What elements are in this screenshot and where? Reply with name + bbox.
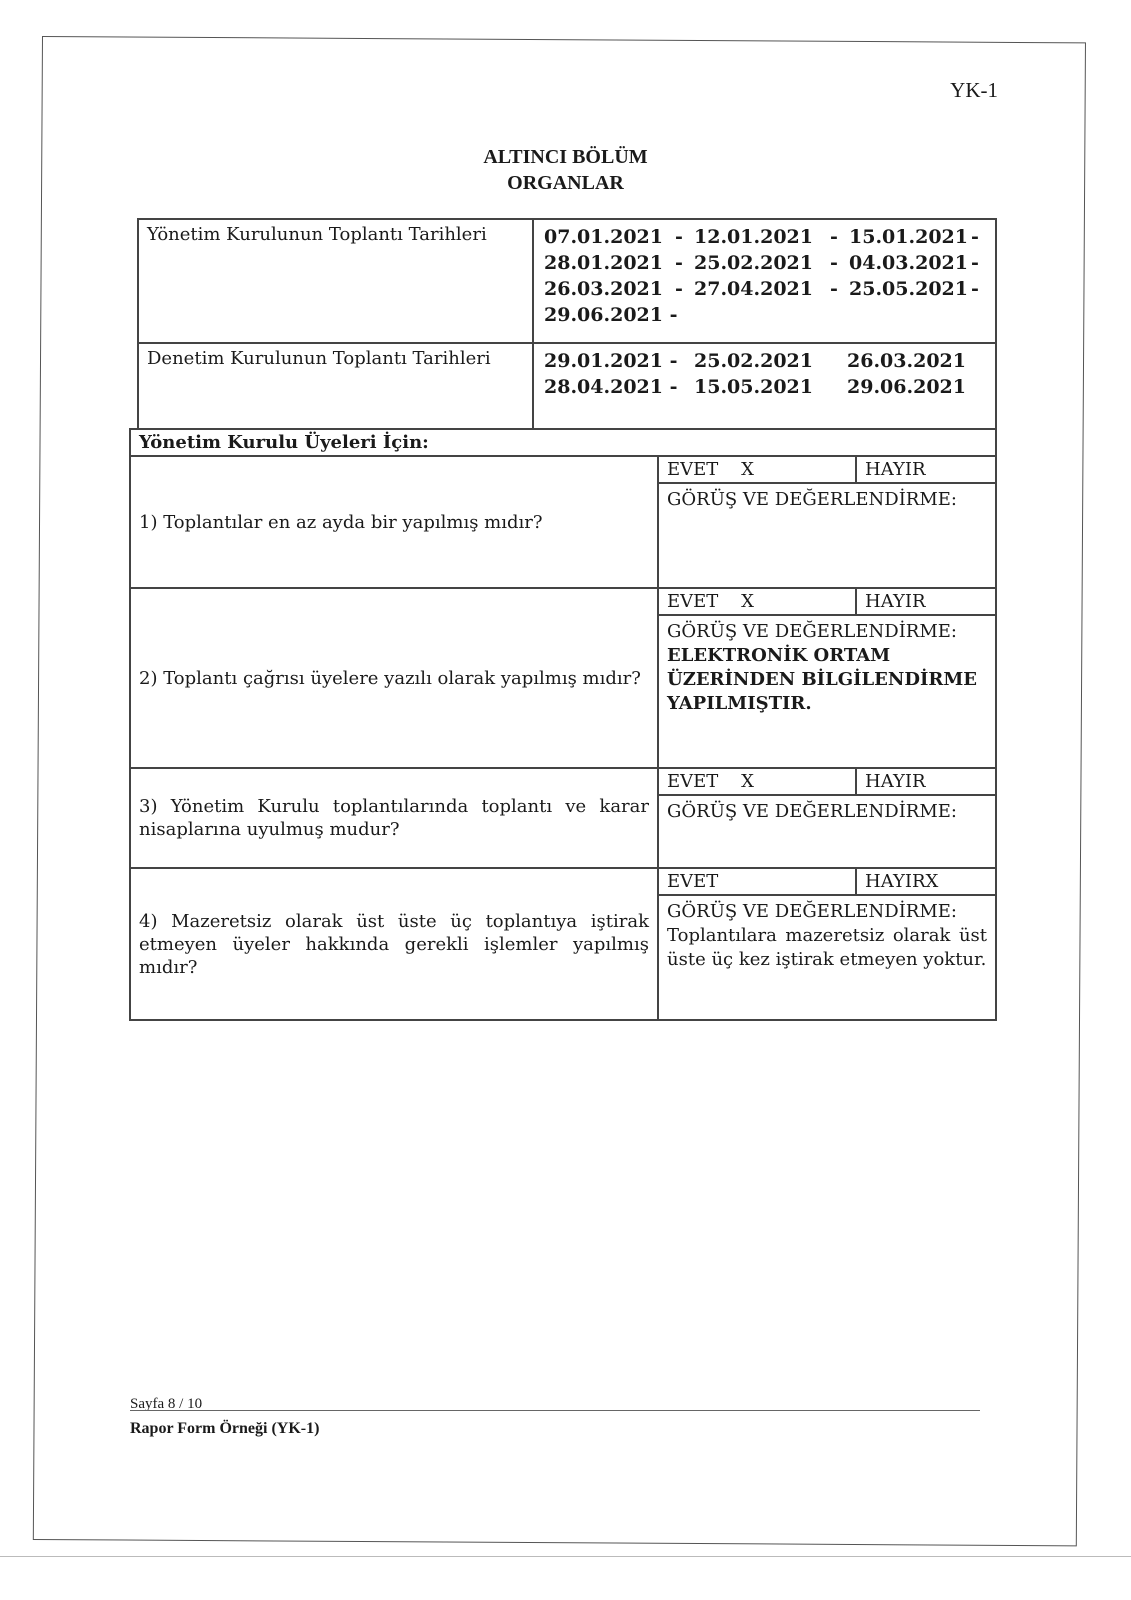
date-row bbox=[544, 374, 985, 400]
date-value: 28.04.2021 - bbox=[544, 376, 678, 398]
footer-divider bbox=[130, 1410, 980, 1411]
comment-block bbox=[659, 896, 995, 976]
question-4: 4) Mazeretsiz olarak üst üste üç toplantıya iştirak etmeyen üyeler hakkında gerekli işlemler yapılmış mıdır? bbox=[130, 868, 658, 1020]
date-value: 25.02.2021 bbox=[694, 350, 813, 372]
date-separator: - bbox=[971, 278, 979, 300]
date-row bbox=[544, 276, 985, 302]
date-value: 07.01.2021 bbox=[544, 226, 663, 248]
date-separator: - bbox=[971, 252, 979, 274]
no-option: HAYIR bbox=[865, 459, 926, 480]
answer-cell-3 bbox=[658, 768, 996, 868]
date-row bbox=[544, 250, 985, 276]
audit-meetings-label: Denetim Kurulunun Toplantı Tarihleri bbox=[138, 343, 533, 429]
answer-cell-1 bbox=[658, 456, 996, 588]
no-option: HAYIRX bbox=[865, 871, 939, 892]
date-separator: - bbox=[675, 226, 683, 248]
date-value: 25.05.2021 bbox=[849, 278, 968, 300]
form-code: YK-1 bbox=[950, 78, 998, 102]
yes-option: EVET X bbox=[659, 457, 857, 482]
date-row bbox=[544, 302, 985, 328]
board-meeting-dates bbox=[533, 219, 996, 343]
date-value: 12.01.2021 bbox=[694, 226, 813, 248]
date-separator: - bbox=[830, 278, 838, 300]
comment-block bbox=[659, 616, 995, 720]
question-2: 2) Toplantı çağrısı üyelere yazılı olarak yapılmış mıdır? bbox=[130, 588, 658, 768]
meeting-dates-table bbox=[137, 218, 997, 430]
comment-block bbox=[659, 484, 995, 516]
date-separator: - bbox=[675, 278, 683, 300]
board-members-table bbox=[129, 428, 997, 1021]
question-1: 1) Toplantılar en az ayda bir yapılmış mıdır? bbox=[130, 456, 658, 588]
date-value: 15.01.2021 bbox=[849, 226, 968, 248]
form-name: Rapor Form Örneği (YK-1) bbox=[130, 1420, 320, 1437]
date-value: 28.01.2021 bbox=[544, 252, 663, 274]
board-meetings-label: Yönetim Kurulunun Toplantı Tarihleri bbox=[138, 219, 533, 343]
date-value: 29.06.2021 - bbox=[544, 304, 678, 326]
date-value: 27.04.2021 bbox=[694, 278, 813, 300]
comment-label: GÖRÜŞ VE DEĞERLENDİRME: bbox=[667, 801, 957, 822]
no-option: HAYIR bbox=[865, 771, 926, 792]
date-value: 26.03.2021 bbox=[847, 350, 966, 372]
date-value: 26.03.2021 bbox=[544, 278, 663, 300]
date-separator: - bbox=[830, 226, 838, 248]
date-value: 04.03.2021 bbox=[849, 252, 968, 274]
page-number: Sayfa 8 / 10 bbox=[130, 1396, 203, 1412]
comment-label: GÖRÜŞ VE DEĞERLENDİRME: bbox=[667, 621, 957, 642]
yes-no-row bbox=[659, 769, 995, 796]
section-title: Yönetim Kurulu Üyeleri İçin: bbox=[130, 429, 996, 456]
yes-no-row bbox=[659, 869, 995, 896]
date-value: 25.02.2021 bbox=[694, 252, 813, 274]
yes-option: EVET X bbox=[659, 769, 857, 794]
yes-option: EVET X bbox=[659, 589, 857, 614]
comment-text: ELEKTRONİK ORTAM ÜZERİNDEN BİLGİLENDİRME YAPILMIŞTIR. bbox=[667, 645, 977, 714]
no-option: HAYIR bbox=[865, 591, 926, 612]
yes-no-row bbox=[659, 589, 995, 616]
page-title: ORGANLAR bbox=[507, 172, 624, 194]
scan-edge bbox=[0, 1556, 1131, 1557]
comment-label: GÖRÜŞ VE DEĞERLENDİRME: bbox=[667, 489, 957, 510]
yes-no-row bbox=[659, 457, 995, 484]
comment-block bbox=[659, 796, 995, 828]
date-separator: - bbox=[971, 226, 979, 248]
date-separator: - bbox=[830, 252, 838, 274]
yes-option: EVET bbox=[659, 869, 857, 894]
answer-cell-4 bbox=[658, 868, 996, 1020]
date-row bbox=[544, 224, 985, 250]
date-value: 29.01.2021 - bbox=[544, 350, 678, 372]
audit-meeting-dates bbox=[533, 343, 996, 429]
date-separator: - bbox=[675, 252, 683, 274]
comment-text: Toplantılara mazeretsiz olarak üst üste üç kez iştirak etmeyen yoktur. bbox=[667, 925, 988, 970]
section-heading: ALTINCI BÖLÜM bbox=[483, 146, 648, 168]
answer-cell-2 bbox=[658, 588, 996, 768]
date-value: 29.06.2021 bbox=[847, 376, 966, 398]
date-row bbox=[544, 348, 985, 374]
date-value: 15.05.2021 bbox=[694, 376, 813, 398]
comment-label: GÖRÜŞ VE DEĞERLENDİRME: bbox=[667, 901, 957, 922]
question-3: 3) Yönetim Kurulu toplantılarında toplantı ve karar nisaplarına uyulmuş mudur? bbox=[130, 768, 658, 868]
